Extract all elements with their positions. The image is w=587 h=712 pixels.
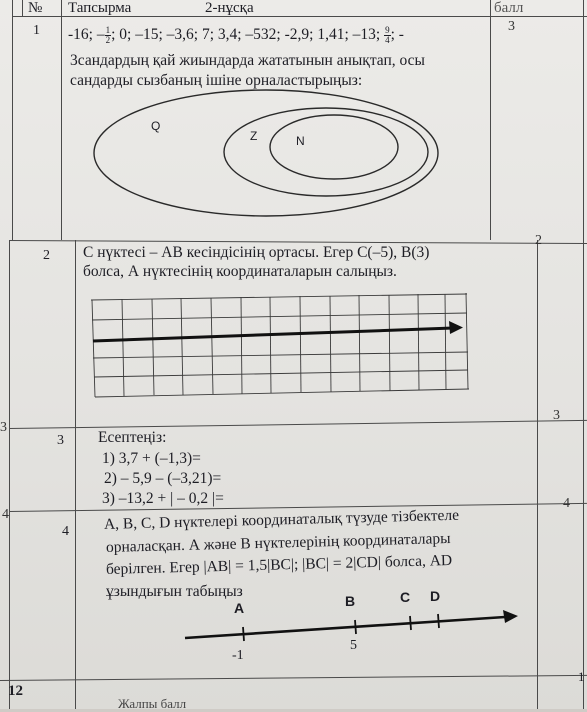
task-1-instruction-line-1: 3сандардың қай жиындарда жататынын анықтап, осы (70, 52, 425, 69)
task-4-arrowhead (503, 610, 518, 623)
tick-b-value: 5 (350, 638, 357, 653)
left-margin-mark-1: 3 (0, 420, 7, 435)
task-1-number: 1 (33, 23, 40, 38)
tick-d (438, 614, 439, 628)
task-1-score: 3 (508, 19, 515, 34)
task-2-score: 2 (535, 233, 542, 248)
task-2-number: 2 (43, 248, 50, 263)
fraction-2-denominator: 4 (385, 35, 390, 45)
tick-b (355, 620, 356, 634)
task-4-line-2: орналасқан. А және В нүктелерінің координаталары (105, 529, 451, 556)
tick-a (243, 627, 244, 641)
task-3-number: 3 (57, 433, 64, 448)
task-4-score: 4 (563, 496, 570, 511)
left-margin-mark-2: 4 (2, 507, 9, 522)
point-d-label: D (430, 588, 441, 604)
task-4-line-1: А, В, С, D нүктелері координаталық түзуде тізбектеле (103, 506, 460, 533)
header-number: № (28, 0, 43, 16)
tick-a-value: -1 (232, 648, 244, 663)
task-4-line-4: ұзындығын табыңыз (106, 583, 243, 600)
task-3-item-1: 1) 3,7 + (–1,3)= (102, 450, 201, 467)
header-task: Тапсырма (68, 0, 132, 16)
point-a-label: A (234, 600, 245, 616)
total-score-value: 12 (8, 683, 23, 699)
header-score: балл (494, 0, 524, 16)
task-4-number: 4 (62, 524, 69, 539)
task-1-instruction-line-2: сандарды сызбаның ішіне орналастырыңыз: (70, 72, 363, 89)
task-3-heading: Есептеңіз: (98, 429, 167, 446)
task-4-line-3: берілген. Егер |AB| = 1,5|BC|; |BC| = 2|CD| болса, AD (105, 551, 453, 578)
task-4-axis (185, 617, 505, 638)
fraction-2-numerator: 9 (385, 25, 390, 35)
set-q-label: Q (151, 119, 161, 133)
point-c-label: C (400, 589, 411, 605)
task-2-line-1: С нүктесі – АВ кесіндісінің ортасы. Егер С(–5), В(3) (83, 244, 430, 261)
task-1-numbers-part-c: ; - (390, 26, 404, 44)
task-3-item-2: 2) – 5,9 – (–3,21)= (104, 470, 222, 487)
set-n-label: N (296, 134, 305, 148)
fraction-1-numerator: 1 (105, 25, 111, 35)
task-2-line-2: болса, А нүктесінің координаталарын салыңыз. (83, 263, 397, 280)
fraction-1-denominator: 2 (105, 35, 111, 45)
header-variant: 2-нұсқа (205, 0, 254, 16)
point-b-label: B (345, 593, 356, 609)
task-3-score: 3 (553, 408, 560, 423)
tick-c (410, 616, 411, 630)
set-z-label: Z (250, 129, 258, 143)
task-3-item-3: 3) –13,2 + | – 0,2 |= (102, 490, 224, 507)
total-score-caption: Жалпы балл (118, 696, 187, 711)
right-margin-mark: 1 (578, 669, 585, 684)
task-1-numbers-part-a: -16; – (68, 26, 105, 44)
task-1-numbers-part-b: ; 0; –15; –3,6; 7; 3,4; –532; -2,9; 1,41; –13; (111, 26, 381, 44)
